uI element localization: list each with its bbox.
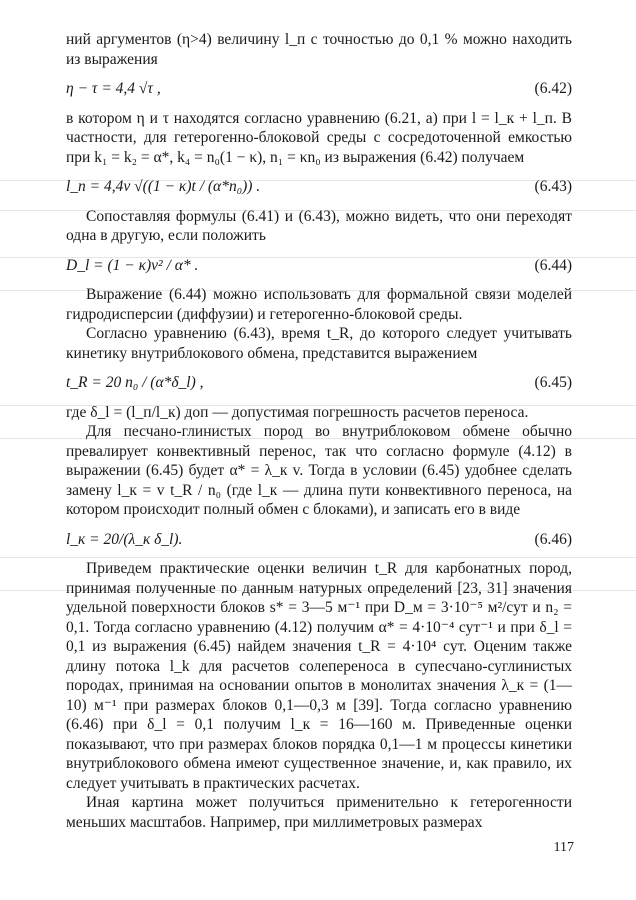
equation-6-43 <box>66 177 572 197</box>
paragraph: Сопоставляя формулы (6.41) и (6.43), можно видеть, что они переходят одна в другую, если положить <box>66 207 572 244</box>
equation-number: (6.45) <box>534 374 572 391</box>
equation-body: η − τ = 4,4 √τ , <box>66 80 161 97</box>
paragraph: Согласно уравнению (6.43), время t_R, до которого следует учитывать кинетику внутриблокового обмена, представится выражением <box>66 325 572 362</box>
equation-6-45 <box>66 373 572 393</box>
paragraph: Выражение (6.44) можно использовать для формальной связи моделей гидродисперсии (диффузии) и гетерогенно-блоковой среды. <box>66 286 572 323</box>
paragraph: в котором η и τ находятся согласно уравнению (6.21, а) при l = l_к + l_п. В частности, для гетерогенно-блоковой среды с сосредоточенной емкостью при k₁ = k₂ = α*, k₄ = n₀(1 − κ), n₁ = κn₀ из выражения (6.42) получаем <box>66 109 572 166</box>
document-page <box>66 30 572 832</box>
equation-body: D_l = (1 − κ)v² / α* . <box>66 256 199 274</box>
equation-6-44 <box>66 256 572 276</box>
paragraph: Для песчано-глинистых пород во внутриблоковом обмене обычно превалирует конвективный перенос, так что согласно формуле (4.12) в выражении (6.45) будет α* = λ_к v. Тогда в условии (6.45) удобнее сделать замену l_к = v t_R / n₀ (где l_к — длина пути конвективного переноса, на котором происходит полный обмен с блоками), и записать его в виде <box>66 423 572 518</box>
paragraph: ний аргументов (η>4) величину l_п с точностью до 0,1 % можно находить из выражения <box>66 31 572 68</box>
equation-body: t_R = 20 n₀ / (α*δ_l) , <box>66 374 204 391</box>
equation-number: (6.46) <box>534 530 572 548</box>
equation-6-42 <box>66 79 572 99</box>
equation-6-46 <box>66 530 572 550</box>
equation-body: l_к = 20/(λ_к δ_l). <box>66 530 183 548</box>
paragraph: где δ_l = (l_п/l_к) доп — допустимая погрешность расчетов переноса. <box>66 403 529 421</box>
page-number: 117 <box>553 840 574 855</box>
equation-body: l_п = 4,4v √((1 − κ)t / (α*n₀)) . <box>66 178 261 195</box>
equation-number: (6.44) <box>534 256 572 274</box>
equation-number: (6.42) <box>534 80 572 97</box>
equation-number: (6.43) <box>534 178 572 195</box>
paragraph: Иная картина может получиться применительно к гетерогенности меньших масштабов. Например, при миллиметровых размерах <box>66 794 572 831</box>
paragraph: Приведем практические оценки величин t_R для карбонатных пород, принимая полученные по данным натурных определений [23, 31] значения удельной поверхности блоков s* = 3—5 м⁻¹ при D_м = 3·10⁻⁵ м²/сут и n₂ = 0,1. Тогда согласно уравнению (4.12) получим α* = 4·10⁻⁴ сут⁻¹ и при δ_l = 0,1 из выражения (6.45) найдем значения t_R = 4·10⁴ сут. Оценим также длину потока l_k для расчетов солепереноса в супесчано-суглинистых породах, принимая на основании опытов в монолитах значения λ_к = (1—10) м⁻¹ при размерах блоков 0,1—0,3 м [39]. Тогда согласно уравнению (6.46) при δ_l = 0,1 получим l_к = 16—160 м. Приведенные оценки показывают, что при размерах блоков порядка 0,1—1 м процессы кинетики внутриблокового обмена имеют существенное значение, и, как правило, их следует учитывать в практических расчетах. <box>66 560 572 792</box>
